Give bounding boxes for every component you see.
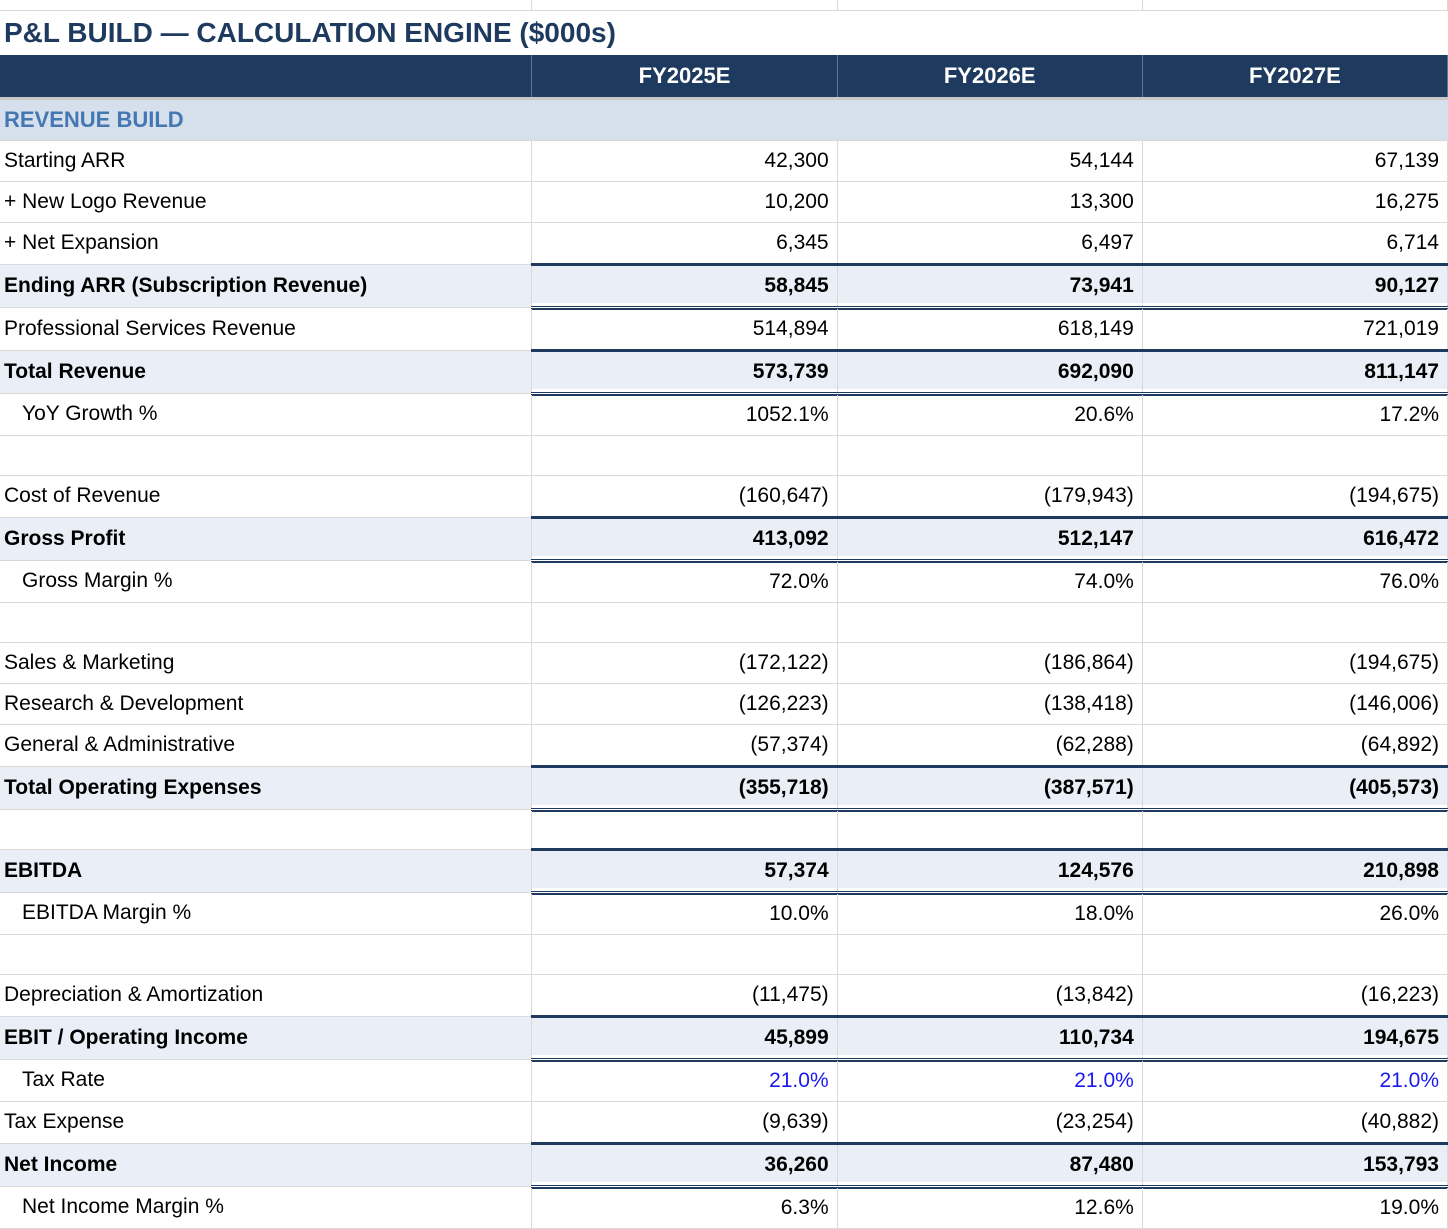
cell-value[interactable] <box>1142 602 1447 642</box>
row-label: Gross Margin % <box>0 560 532 602</box>
row-label: Cost of Revenue <box>0 475 532 517</box>
table-row <box>0 181 1448 222</box>
cell-value[interactable] <box>532 602 837 642</box>
sheet-title-row <box>0 10 1448 55</box>
cell-value[interactable]: (405,573) <box>1142 766 1447 809</box>
cell-value[interactable]: 18.0% <box>837 892 1142 934</box>
spacer-row <box>0 602 1448 642</box>
cell-value[interactable]: 74.0% <box>837 560 1142 602</box>
table-row <box>0 1186 1448 1228</box>
cell-value[interactable]: (194,675) <box>1142 642 1447 683</box>
cell-value[interactable]: 17.2% <box>1142 393 1447 435</box>
table-row <box>0 140 1448 181</box>
spacer-row <box>0 934 1448 974</box>
row-label: Research & Development <box>0 683 532 724</box>
row-label: Total Operating Expenses <box>0 766 532 809</box>
row-label: Net Income Margin % <box>0 1186 532 1228</box>
cell-value[interactable]: 45,899 <box>532 1016 837 1059</box>
cell-value[interactable] <box>532 435 837 475</box>
row-label <box>0 809 532 849</box>
cell-value[interactable]: 811,147 <box>1142 350 1447 393</box>
cell-value[interactable]: 153,793 <box>1142 1143 1447 1186</box>
cell-value[interactable] <box>1142 809 1447 849</box>
cell-value[interactable]: 413,092 <box>532 517 837 560</box>
cell-value[interactable]: 87,480 <box>837 1143 1142 1186</box>
cell-value[interactable] <box>1142 435 1447 475</box>
cell-value[interactable]: 20.6% <box>837 393 1142 435</box>
table-row <box>0 222 1448 264</box>
cell-value[interactable]: (186,864) <box>837 642 1142 683</box>
cell-value[interactable]: 19.0% <box>1142 1186 1447 1228</box>
row-label: Sales & Marketing <box>0 642 532 683</box>
cell-value[interactable]: 90,127 <box>1142 264 1447 307</box>
cell-value[interactable]: (146,006) <box>1142 683 1447 724</box>
column-header-row <box>0 55 1448 99</box>
cell-value[interactable]: (355,718) <box>532 766 837 809</box>
section-header-label: REVENUE BUILD <box>0 98 1448 140</box>
row-label: + Net Expansion <box>0 222 532 264</box>
table-row <box>0 849 1448 892</box>
row-label: Ending ARR (Subscription Revenue) <box>0 264 532 307</box>
cell-value[interactable]: (172,122) <box>532 642 837 683</box>
column-header-FY2027E[interactable]: FY2027E <box>1142 55 1447 99</box>
table-row <box>0 892 1448 934</box>
cell-value[interactable]: (138,418) <box>837 683 1142 724</box>
table-row <box>0 307 1448 350</box>
spacer-row <box>0 809 1448 849</box>
cell-value[interactable]: (11,475) <box>532 974 837 1016</box>
table-row <box>0 683 1448 724</box>
cell-value[interactable]: 67,139 <box>1142 140 1447 181</box>
grid-cell <box>837 0 1142 10</box>
table-row <box>0 264 1448 307</box>
cell-value[interactable] <box>532 809 837 849</box>
cell-value[interactable]: 210,898 <box>1142 849 1447 892</box>
cell-value[interactable]: 1052.1% <box>532 393 837 435</box>
row-label: Tax Expense <box>0 1101 532 1143</box>
cell-value[interactable]: (16,223) <box>1142 974 1447 1016</box>
row-label: Gross Profit <box>0 517 532 560</box>
column-header-FY2025E[interactable]: FY2025E <box>532 55 837 99</box>
cell-value[interactable]: 721,019 <box>1142 307 1447 350</box>
cell-value[interactable]: 73,941 <box>837 264 1142 307</box>
cell-value[interactable]: 6,497 <box>837 222 1142 264</box>
table-row <box>0 642 1448 683</box>
spacer-row <box>0 435 1448 475</box>
cell-value[interactable]: 16,275 <box>1142 181 1447 222</box>
cell-value[interactable] <box>837 934 1142 974</box>
cell-value[interactable]: (13,842) <box>837 974 1142 1016</box>
cell-value[interactable]: 57,374 <box>532 849 837 892</box>
table-row <box>0 517 1448 560</box>
cell-value[interactable]: 42,300 <box>532 140 837 181</box>
cell-value[interactable]: 54,144 <box>837 140 1142 181</box>
grid-cell <box>532 0 837 10</box>
cell-value[interactable]: 26.0% <box>1142 892 1447 934</box>
cell-value[interactable] <box>532 934 837 974</box>
cell-value[interactable]: 6,714 <box>1142 222 1447 264</box>
grid-cell <box>0 0 532 10</box>
section-header-row <box>0 98 1448 140</box>
cell-value[interactable]: 573,739 <box>532 350 837 393</box>
cell-value[interactable]: 692,090 <box>837 350 1142 393</box>
cell-value[interactable]: (40,882) <box>1142 1101 1447 1143</box>
cell-value[interactable]: 514,894 <box>532 307 837 350</box>
cell-value[interactable]: 58,845 <box>532 264 837 307</box>
row-label: EBIT / Operating Income <box>0 1016 532 1059</box>
cell-value[interactable]: 76.0% <box>1142 560 1447 602</box>
cell-value[interactable]: 12.6% <box>837 1186 1142 1228</box>
cell-value[interactable]: 618,149 <box>837 307 1142 350</box>
row-label: Tax Rate <box>0 1059 532 1101</box>
row-label: Net Income <box>0 1143 532 1186</box>
table-row <box>0 560 1448 602</box>
cell-value[interactable]: 10,200 <box>532 181 837 222</box>
table-row <box>0 1143 1448 1186</box>
cell-value[interactable]: (387,571) <box>837 766 1142 809</box>
cell-value[interactable]: 13,300 <box>837 181 1142 222</box>
cell-value[interactable]: 616,472 <box>1142 517 1447 560</box>
cell-value[interactable]: (62,288) <box>837 724 1142 766</box>
cell-value[interactable]: 36,260 <box>532 1143 837 1186</box>
cell-value[interactable]: 21.0% <box>1142 1059 1447 1101</box>
cell-value[interactable]: 6.3% <box>532 1186 837 1228</box>
table-row <box>0 724 1448 766</box>
page-title: P&L BUILD — CALCULATION ENGINE ($000s) <box>4 16 616 48</box>
cell-value[interactable] <box>837 435 1142 475</box>
row-label: Total Revenue <box>0 350 532 393</box>
row-label: Starting ARR <box>0 140 532 181</box>
cell-value[interactable]: (194,675) <box>1142 475 1447 517</box>
cell-value[interactable]: (160,647) <box>532 475 837 517</box>
cell-value[interactable]: 72.0% <box>532 560 837 602</box>
cell-value[interactable]: 21.0% <box>532 1059 837 1101</box>
row-label: Depreciation & Amortization <box>0 974 532 1016</box>
row-label: + New Logo Revenue <box>0 181 532 222</box>
table-row <box>0 1101 1448 1143</box>
cell-value[interactable]: 124,576 <box>837 849 1142 892</box>
row-label: EBITDA <box>0 849 532 892</box>
cell-value[interactable] <box>1142 934 1447 974</box>
cell-value[interactable] <box>837 602 1142 642</box>
cell-value[interactable]: (64,892) <box>1142 724 1447 766</box>
table-row <box>0 475 1448 517</box>
cell-value[interactable]: 512,147 <box>837 517 1142 560</box>
cell-value[interactable]: 194,675 <box>1142 1016 1447 1059</box>
cell-value[interactable]: (9,639) <box>532 1101 837 1143</box>
table-row <box>0 393 1448 435</box>
cell-value[interactable]: 6,345 <box>532 222 837 264</box>
cell-value[interactable]: 110,734 <box>837 1016 1142 1059</box>
table-row <box>0 974 1448 1016</box>
row-label <box>0 602 532 642</box>
column-header-blank[interactable] <box>0 55 532 99</box>
row-label: Professional Services Revenue <box>0 307 532 350</box>
column-header-FY2026E[interactable]: FY2026E <box>837 55 1142 99</box>
cell-value[interactable]: (57,374) <box>532 724 837 766</box>
clipped-row-top <box>0 0 1448 10</box>
row-label: EBITDA Margin % <box>0 892 532 934</box>
table-row <box>0 350 1448 393</box>
row-label <box>0 934 532 974</box>
cell-value[interactable]: (23,254) <box>837 1101 1142 1143</box>
row-label: YoY Growth % <box>0 393 532 435</box>
grid-cell <box>1142 0 1447 10</box>
row-label <box>0 435 532 475</box>
cell-value[interactable]: 21.0% <box>837 1059 1142 1101</box>
table-row <box>0 1059 1448 1101</box>
cell-value[interactable]: (126,223) <box>532 683 837 724</box>
cell-value[interactable]: (179,943) <box>837 475 1142 517</box>
table-row <box>0 1016 1448 1059</box>
row-label: General & Administrative <box>0 724 532 766</box>
cell-value[interactable] <box>837 809 1142 849</box>
cell-value[interactable]: 10.0% <box>532 892 837 934</box>
table-row <box>0 766 1448 809</box>
